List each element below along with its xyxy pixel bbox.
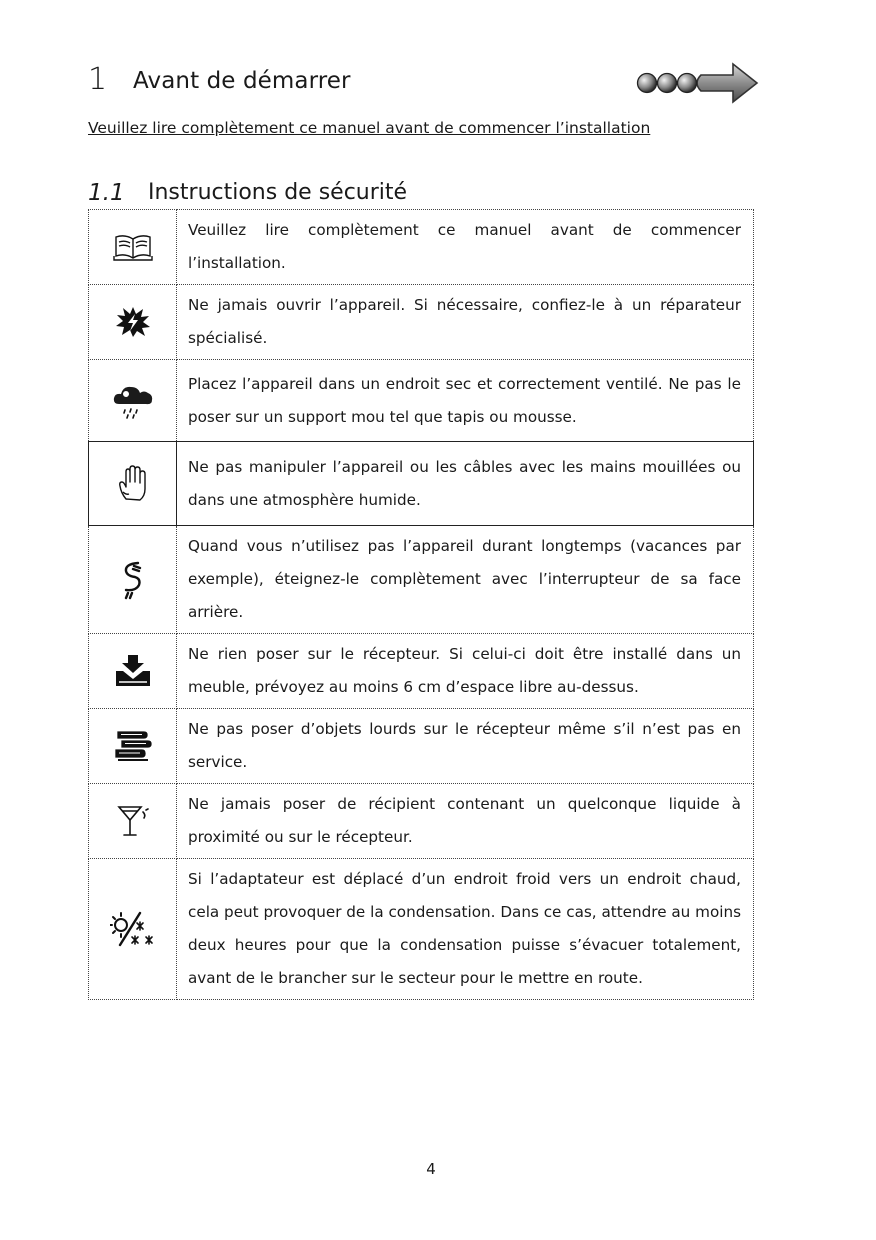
next-arrow-icon <box>635 60 761 106</box>
book-icon <box>89 232 176 262</box>
instruction-text: Ne jamais ouvrir l’appareil. Si nécessaire, confiez-le à un réparateur spécialisé. <box>177 285 754 360</box>
wet-hand-icon <box>89 465 176 503</box>
instruction-text: Ne pas poser d’objets lourds sur le récepteur même s’il n’est pas en service. <box>177 709 754 784</box>
table-row <box>89 210 754 285</box>
electric-shock-icon <box>89 306 176 338</box>
liquid-glass-icon <box>89 803 176 839</box>
instruction-text: Ne jamais poser de récipient contenant un quelconque liquide à proximité ou sur le récepteur. <box>177 784 754 859</box>
table-row <box>89 634 754 709</box>
instruction-text: Veuillez lire complètement ce manuel avant de commencer l’installation. <box>177 210 754 285</box>
icon-cell <box>89 784 177 859</box>
instruction-text: Ne pas manipuler l’appareil ou les câbles avec les mains mouillées ou dans une atmosphère humide. <box>177 442 754 526</box>
instruction-text: Si l’adaptateur est déplacé d’un endroit froid vers un endroit chaud, cela peut provoquer de la condensation. Dans ce cas, attendre au moins deux heures pour que la condensation puisse s’évacuer totalement, avant de le brancher sur le secteur pour le mettre en route. <box>177 859 754 1000</box>
heavy-objects-icon <box>89 729 176 763</box>
chapter-title: Avant de démarrer <box>133 68 351 94</box>
page-number: 4 <box>426 1160 436 1178</box>
power-cable-icon <box>89 560 176 600</box>
ventilation-icon <box>89 654 176 688</box>
icon-cell <box>89 285 177 360</box>
table-row <box>89 442 754 526</box>
table-row <box>89 526 754 634</box>
chapter-number: 1 <box>88 62 108 97</box>
section-heading <box>88 180 588 210</box>
instruction-text: Quand vous n’utilisez pas l’appareil durant longtemps (vacances par exemple), éteignez-le complètement avec l’interrupteur de sa face arrière. <box>177 526 754 634</box>
instruction-text: Placez l’appareil dans un endroit sec et correctement ventilé. Ne pas le poser sur un support mou tel que tapis ou mousse. <box>177 360 754 442</box>
intro-note: Veuillez lire complètement ce manuel avant de commencer l’installation <box>88 119 651 137</box>
rain-cloud-icon <box>89 382 176 420</box>
icon-cell <box>89 526 177 634</box>
table-row <box>89 285 754 360</box>
table-row <box>89 709 754 784</box>
table-row <box>89 360 754 442</box>
icon-cell <box>89 360 177 442</box>
table-row <box>89 784 754 859</box>
icon-cell <box>89 634 177 709</box>
instruction-text: Ne rien poser sur le récepteur. Si celui-ci doit être installé dans un meuble, prévoyez au moins 6 cm d’espace libre au-dessus. <box>177 634 754 709</box>
icon-cell <box>89 210 177 285</box>
icon-cell <box>89 709 177 784</box>
condensation-icon <box>89 910 176 948</box>
table-row <box>89 859 754 1000</box>
section-number: 1.1 <box>88 180 125 206</box>
icon-cell <box>89 442 177 526</box>
safety-instructions-table <box>88 209 754 1000</box>
icon-cell <box>89 859 177 1000</box>
chapter-heading <box>88 60 768 108</box>
section-title: Instructions de sécurité <box>148 180 408 205</box>
